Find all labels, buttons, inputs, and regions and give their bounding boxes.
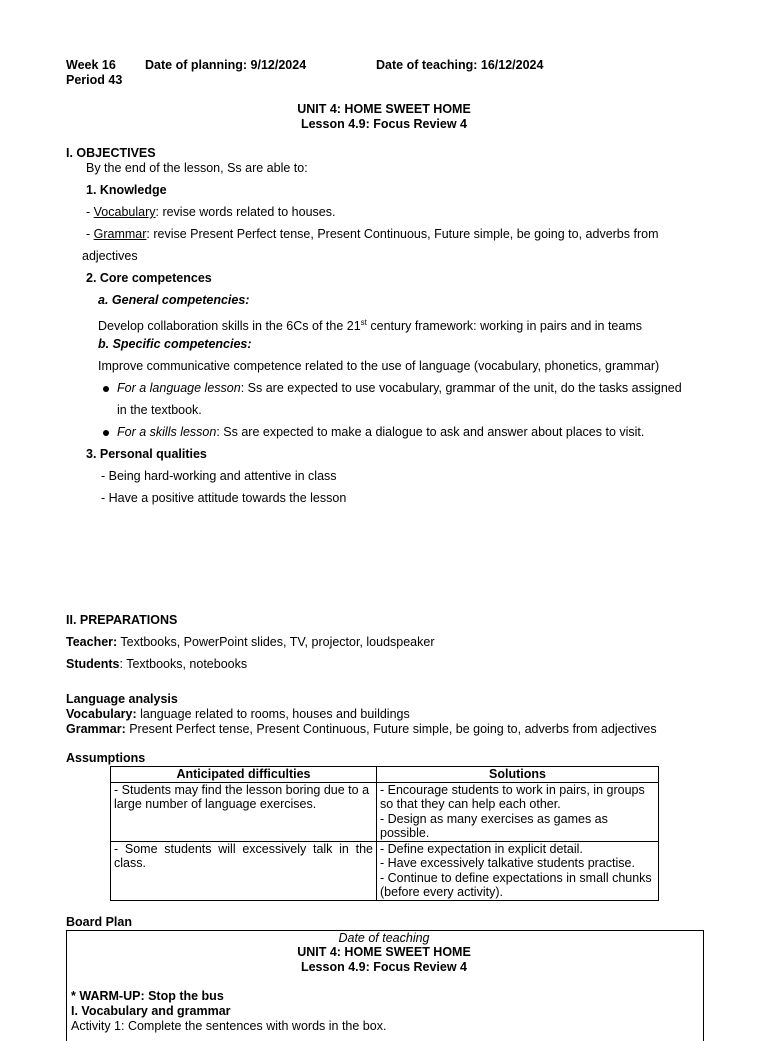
bullet-skills-lesson — [117, 425, 644, 440]
preparations-heading: II. PREPARATIONS — [66, 613, 178, 627]
personal-quality-item: - Have a positive attitude towards the lesson — [101, 491, 347, 505]
date-of-planning: Date of planning: 9/12/2024 — [145, 58, 307, 72]
bullet-icon — [103, 386, 109, 392]
vocabulary-text: : revise words related to houses. — [155, 205, 336, 219]
objectives-intro: By the end of the lesson, Ss are able to: — [86, 161, 308, 175]
personal-qualities-heading: 3. Personal qualities — [86, 447, 207, 461]
general-competencies-heading: a. General competencies: — [98, 293, 250, 307]
table-row — [111, 782, 659, 841]
column-header: Anticipated difficulties — [111, 767, 377, 783]
vocab-label: Vocabulary: — [66, 707, 137, 721]
solution-item: - Have excessively talkative students practise. — [380, 856, 635, 870]
grammar-label: Grammar: — [66, 722, 126, 736]
language-lesson-text: : Ss are expected to use vocabulary, grammar of the unit, do the tasks assigned — [240, 381, 682, 395]
date-of-teaching: Date of teaching: 16/12/2024 — [376, 58, 544, 72]
language-vocabulary-line — [66, 707, 410, 722]
general-text-b: century framework: working in pairs and in teams — [366, 319, 643, 334]
solution-item: - Continue to define expectations in small chunks (before every activity). — [380, 870, 652, 899]
period-label: Period 43 — [66, 73, 123, 87]
grammar-continuation: adjectives — [82, 249, 138, 263]
vocab-prefix: - — [86, 205, 94, 219]
grammar-text: : revise Present Perfect tense, Present Continuous, Future simple, be going to, adverbs from — [146, 227, 659, 241]
week-label: Week 16 — [66, 58, 116, 72]
solution-cell — [377, 841, 659, 900]
grammar-label: Grammar — [93, 227, 147, 241]
solution-item: - Define expectation in explicit detail. — [380, 841, 583, 856]
grammar-text: Present Perfect tense, Present Continuous, Future simple, be going to, adverbs from adjectives — [125, 722, 657, 736]
bullet-icon — [103, 430, 109, 436]
assumptions-heading: Assumptions — [66, 751, 146, 765]
board-warmup: * WARM-UP: Stop the bus — [71, 989, 224, 1003]
ordinal-suffix: st — [360, 318, 367, 327]
students-line — [66, 657, 247, 672]
skills-lesson-text: : Ss are expected to make a dialogue to ask and answer about places to visit. — [216, 425, 645, 439]
knowledge-grammar-line — [86, 227, 658, 242]
table-row — [111, 841, 659, 900]
teacher-label: Teacher: — [66, 635, 118, 649]
vocab-text: language related to rooms, houses and buildings — [136, 707, 410, 721]
board-plan-heading: Board Plan — [66, 915, 132, 929]
difficulty-cell: - Students may find the lesson boring due to a large number of language exercises. — [111, 782, 377, 841]
teacher-text: Textbooks, PowerPoint slides, TV, projector, loudspeaker — [117, 635, 435, 649]
bullet-language-lesson — [117, 381, 682, 396]
board-activity-1: Activity 1: Complete the sentences with words in the box. — [71, 1019, 387, 1033]
language-analysis-heading: Language analysis — [66, 692, 178, 706]
lesson-title: Lesson 4.9: Focus Review 4 — [300, 117, 468, 131]
general-competencies-text — [98, 315, 642, 334]
board-lesson-title: Lesson 4.9: Focus Review 4 — [300, 960, 468, 974]
specific-competencies-text: Improve communicative competence related to the use of language (vocabulary, phonetics, grammar) — [98, 359, 660, 373]
language-lesson-continuation: in the textbook. — [117, 403, 202, 417]
core-competences-heading: 2. Core competences — [86, 271, 212, 285]
grammar-prefix: - — [86, 227, 94, 241]
specific-competencies-heading: b. Specific competencies: — [98, 337, 252, 351]
vocabulary-label: Vocabulary — [93, 205, 156, 219]
board-section-vocab-grammar: I. Vocabulary and grammar — [71, 1004, 231, 1018]
table-header-row — [111, 767, 659, 783]
column-header: Solutions — [377, 767, 659, 783]
language-grammar-line — [66, 722, 657, 737]
solution-cell — [377, 782, 659, 841]
general-text-a: Develop collaboration skills in the 6Cs of the 21 — [98, 319, 361, 334]
skills-lesson-label: For a skills lesson — [117, 425, 217, 439]
solution-item: - Design as many exercises as games as possible. — [380, 811, 608, 840]
assumptions-table — [110, 766, 659, 901]
students-text: : Textbooks, notebooks — [119, 657, 248, 671]
teacher-line — [66, 635, 435, 650]
personal-quality-item: - Being hard-working and attentive in class — [101, 469, 337, 483]
solution-item: - Encourage students to work in pairs, in groups so that they can help each other. — [380, 782, 645, 811]
objectives-heading: I. OBJECTIVES — [66, 146, 156, 160]
difficulty-cell: - Some students will excessively talk in the class. — [111, 841, 377, 900]
unit-title: UNIT 4: HOME SWEET HOME — [297, 102, 471, 116]
language-lesson-label: For a language lesson — [117, 381, 241, 395]
students-label: Students — [66, 657, 120, 671]
board-unit-title: UNIT 4: HOME SWEET HOME — [297, 945, 471, 959]
knowledge-vocabulary-line — [86, 205, 335, 220]
board-date: Date of teaching — [338, 931, 430, 945]
knowledge-heading: 1. Knowledge — [86, 183, 167, 197]
